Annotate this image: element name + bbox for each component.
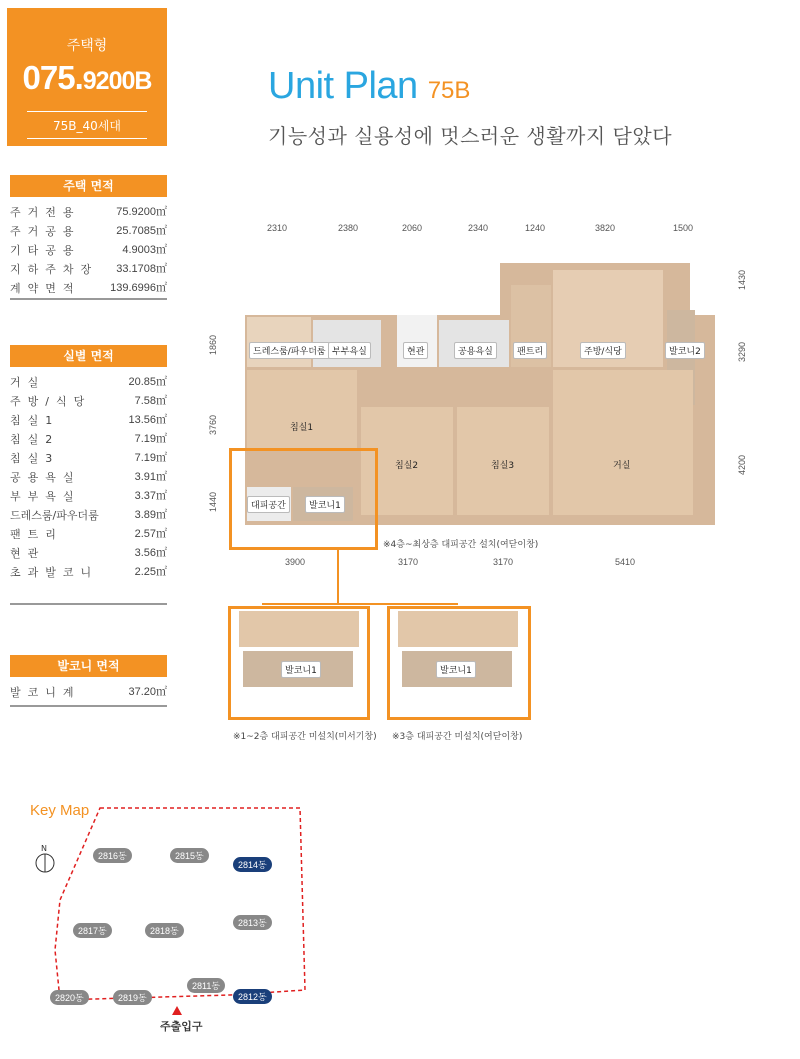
area-row-value: 13.56㎡ <box>128 414 167 426</box>
variant-b-label: 발코니1 <box>436 661 476 678</box>
area-row-value: 37.20㎡ <box>128 686 167 698</box>
area-row-value: 3.37㎡ <box>134 490 167 502</box>
area-row-value: 4.9003㎡ <box>122 244 167 256</box>
building-2820[interactable]: 2820동 <box>50 990 89 1005</box>
divider <box>27 111 147 112</box>
dim-top: 2310 <box>267 223 288 233</box>
area-row <box>10 411 167 430</box>
label-entry: 현관 <box>403 342 428 359</box>
housing-area-heading: 주택 면적 <box>10 175 167 197</box>
highlight-box <box>229 448 378 550</box>
dim-right: 3290 <box>737 341 748 363</box>
dim-top: 1240 <box>525 223 546 233</box>
building-2816[interactable]: 2816동 <box>93 848 132 863</box>
housing-area-table <box>10 203 167 298</box>
area-row-label: 초과발코니 <box>10 566 99 579</box>
area-row-label: 침실3 <box>10 452 60 465</box>
area-row-label: 발코니계 <box>10 686 81 699</box>
connector-line <box>337 550 339 605</box>
dim-left: 1860 <box>208 334 219 356</box>
area-row <box>10 203 167 222</box>
dim-right: 4200 <box>737 454 748 476</box>
label-refuge: 대피공간 <box>247 496 290 513</box>
dim-bottom: 3900 <box>285 557 306 567</box>
building-2818[interactable]: 2818동 <box>145 923 184 938</box>
building-2815[interactable]: 2815동 <box>170 848 209 863</box>
area-row <box>10 449 167 468</box>
area-row <box>10 373 167 392</box>
area-row-label: 주거전용 <box>10 206 81 219</box>
title-main: Unit Plan <box>268 65 418 107</box>
area-row <box>10 544 167 563</box>
unit-type-area: 075.9200B <box>22 59 152 96</box>
north-icon: N <box>41 844 47 853</box>
area-row <box>10 506 167 525</box>
page-subtitle: 기능성과 실용성에 멋스러운 생활까지 담았다 <box>268 124 673 148</box>
label-living: 거실 <box>613 461 631 471</box>
dim-top: 3820 <box>595 223 616 233</box>
area-row-label: 부부욕실 <box>10 490 81 503</box>
variant-b-floor <box>398 611 518 647</box>
main-entrance-label: 주출입구 <box>160 1020 203 1033</box>
dim-top: 2380 <box>338 223 359 233</box>
living-room <box>553 370 693 515</box>
area-row-label: 침실2 <box>10 433 60 446</box>
label-dress: 드레스룸/파우더룸 <box>249 342 330 359</box>
label-pantry: 팬트리 <box>513 342 547 359</box>
area-row <box>10 683 167 702</box>
building-2817[interactable]: 2817동 <box>73 923 112 938</box>
room-area-table <box>10 373 167 582</box>
area-row-label: 지하주차장 <box>10 263 99 276</box>
entry <box>397 315 437 367</box>
building-2814[interactable]: 2814동 <box>233 857 272 872</box>
area-row-value: 3.56㎡ <box>134 547 167 559</box>
area-row-value: 7.58㎡ <box>134 395 167 407</box>
page-title <box>268 65 470 108</box>
area-row-value: 33.1708㎡ <box>116 263 167 275</box>
area-row-value: 75.9200㎡ <box>116 206 167 218</box>
area-row <box>10 241 167 260</box>
area-row-value: 2.25㎡ <box>134 566 167 578</box>
area-row <box>10 468 167 487</box>
balcony-area-table <box>10 683 167 702</box>
variant-b-box <box>387 606 531 720</box>
unit-count: 75B_40세대 <box>53 119 121 133</box>
building-2813[interactable]: 2813동 <box>233 915 272 930</box>
dim-bottom: 5410 <box>615 557 636 567</box>
label-bedroom1: 침실1 <box>290 423 314 433</box>
area-row-label: 현관 <box>10 547 46 560</box>
area-row-label: 거실 <box>10 376 46 389</box>
area-row <box>10 525 167 544</box>
dim-left: 1440 <box>208 491 219 513</box>
area-row-value: 20.85㎡ <box>128 376 167 388</box>
area-row-value: 25.7085㎡ <box>116 225 167 237</box>
label-kitchen: 주방/식당 <box>580 342 626 359</box>
building-2811[interactable]: 2811동 <box>187 978 225 993</box>
area-row-label: 주거공용 <box>10 225 81 238</box>
variant-a-floor <box>239 611 359 647</box>
area-row-label: 주방/식당 <box>10 395 92 408</box>
entrance-arrow-icon <box>172 1006 182 1015</box>
variant-a-box <box>228 606 370 720</box>
building-2812[interactable]: 2812동 <box>233 989 272 1004</box>
area-row-value: 2.57㎡ <box>134 528 167 540</box>
note-main: ※4층~최상층 대피공간 설치(여닫이창) <box>383 540 539 550</box>
label-master-bath: 부부욕실 <box>328 342 371 359</box>
dim-bottom: 3170 <box>493 557 514 567</box>
area-row-label: 공용욕실 <box>10 471 81 484</box>
dim-top: 2340 <box>468 223 489 233</box>
area-row-label: 침실1 <box>10 414 60 427</box>
area-row-label: 기타공용 <box>10 244 81 257</box>
divider <box>10 298 167 300</box>
variant-b-note: ※3층 대피공간 미설치(여닫이창) <box>392 732 523 742</box>
label-common-bath: 공용욕실 <box>454 342 497 359</box>
divider <box>10 603 167 605</box>
area-row-value: 7.19㎡ <box>134 433 167 445</box>
label-bedroom2: 침실2 <box>395 461 419 471</box>
area-row <box>10 279 167 298</box>
area-row <box>10 430 167 449</box>
keymap-title: Key Map <box>30 802 90 819</box>
unit-type-badge <box>7 8 167 146</box>
dim-left: 3760 <box>208 414 219 436</box>
variant-a-note: ※1~2층 대피공간 미설치(미서기창) <box>233 732 377 742</box>
keymap-boundary <box>30 800 320 1020</box>
divider <box>10 705 167 707</box>
label-balcony2: 발코니2 <box>665 342 705 359</box>
area-row-value: 7.19㎡ <box>134 452 167 464</box>
label-balcony1: 발코니1 <box>305 496 345 513</box>
title-type: 75B <box>427 77 471 104</box>
area-row <box>10 392 167 411</box>
divider <box>27 138 147 139</box>
dim-bottom: 3170 <box>398 557 419 567</box>
area-row <box>10 487 167 506</box>
area-row-value: 3.91㎡ <box>134 471 167 483</box>
variant-a-label: 발코니1 <box>281 661 321 678</box>
area-row-value: 139.6996㎡ <box>110 282 167 294</box>
balcony-area-heading: 발코니 면적 <box>10 655 167 677</box>
area-row-label: 드레스룸/파우더룸 <box>10 509 99 522</box>
area-row-label: 팬트리 <box>10 528 63 541</box>
floor-plan <box>208 215 785 755</box>
area-row <box>10 260 167 279</box>
unit-type-kind: 주택형 <box>66 38 108 54</box>
area-row-value: 3.89㎡ <box>134 509 167 521</box>
room-area-heading: 실별 면적 <box>10 345 167 367</box>
area-row <box>10 563 167 582</box>
connector-line <box>262 603 458 605</box>
area-row <box>10 222 167 241</box>
bedroom1 <box>247 370 357 450</box>
dim-right: 1430 <box>737 269 748 291</box>
dim-top: 2060 <box>402 223 423 233</box>
area-row-label: 계약면적 <box>10 282 81 295</box>
dim-top: 1500 <box>673 223 694 233</box>
building-2819[interactable]: 2819동 <box>113 990 152 1005</box>
label-bedroom3: 침실3 <box>491 461 515 471</box>
